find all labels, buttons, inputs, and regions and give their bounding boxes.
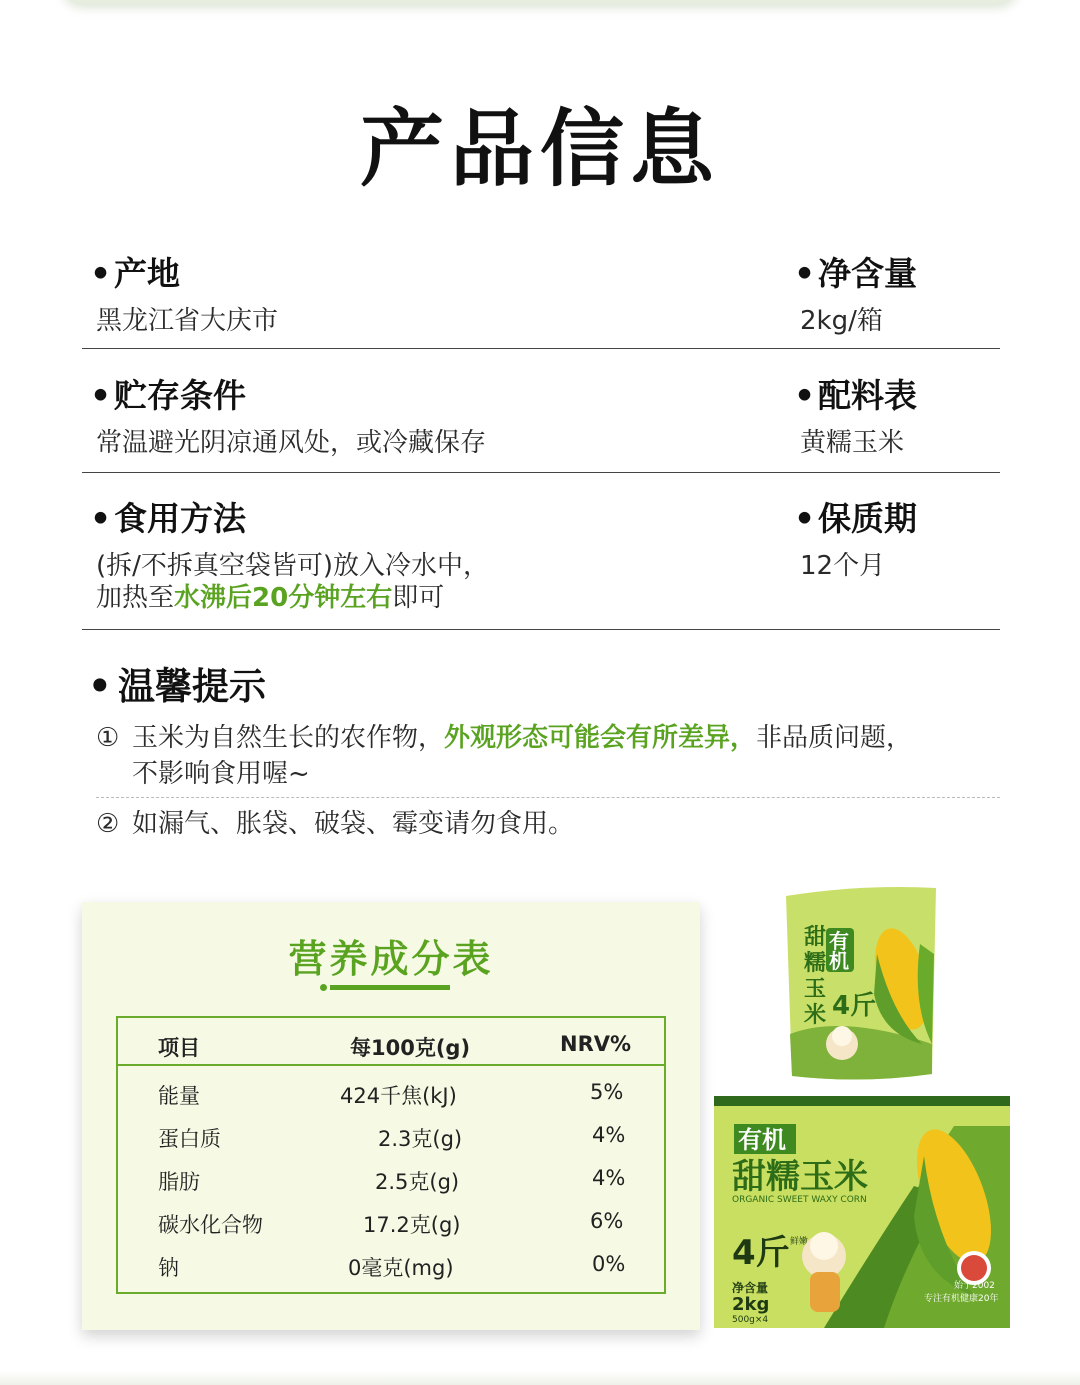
box-slogan: 专注有机健康20年 [924,1294,999,1304]
bullet-icon: • [794,376,816,415]
bullet-icon: • [90,376,112,415]
bag-char-5: 有 [829,929,849,953]
corn-box-image [714,1096,1010,1328]
origin-label: •产地 [90,254,180,293]
info-row-usage [82,493,1000,630]
tip-highlight: 外观形态可能会有所差异， [444,723,757,753]
usage-value [90,550,730,614]
tip-divider [96,797,1000,798]
ingredients-label: •配料表 [794,376,917,415]
info-row-storage [82,370,1000,473]
net-weight-block [794,248,994,337]
net-weight-value: 2kg/箱 [800,306,883,336]
tip-item-1-line-2: 不影响食用喔~ [132,759,310,789]
shelf-life-block [794,493,994,582]
circled-number-1: ① [96,723,120,753]
shelf-life-label: •保质期 [794,499,917,538]
title-underline [330,985,450,990]
nutrition-title: 营养成分表 [288,937,494,981]
origin-value: 黑龙江省大庆市 [96,306,279,336]
page-title: 产品信息 [359,100,720,198]
bullet-icon: • [90,499,112,538]
box-net-sub: 500g×4 [732,1315,769,1325]
ingredients-value: 黄糯玉米 [800,428,905,458]
header-item: 项目 [158,1036,200,1060]
origin-block [90,248,730,337]
usage-highlight: 水沸后20分钟左右 [174,583,393,613]
usage-line-1: (拆/不拆真空袋皆可)放入冷水中， [96,551,490,581]
box-count-tag: 鲜嫩 [790,1237,809,1247]
tips-title: • 温馨提示 [88,665,266,708]
nutrition-table-header [118,1018,664,1066]
box-product-name: 甜糯玉米 [732,1157,868,1197]
corn-bag-image [782,884,942,1084]
box-net-label: 净含量 [732,1281,769,1295]
storage-label: •贮存条件 [90,376,246,415]
box-english-name: ORGANIC SWEET WAXY CORN [732,1195,867,1205]
info-row-origin [82,248,1000,349]
nutrition-table: 项目 每100克(g) NRV% 能量 424千焦(kJ) 5% 蛋白质 2.3克(g) 4% 脂肪 2.5克(g) 4% 碳水化合物 17.2克(g) 6% 钠 0毫克(mg) 0% [116,1016,666,1294]
header-nrv: NRV% [560,1032,632,1056]
bullet-icon: • [88,665,112,708]
bag-count: 4斤 [832,991,877,1021]
storage-value: 常温避光阴凉通风处，或冷藏保存 [96,428,487,458]
bag-char-1: 甜 [804,925,827,950]
bullet-icon: • [90,254,112,293]
nutrition-card [82,902,700,1330]
shelf-life-value: 12个月 [800,551,886,581]
box-since: 始于2002 [954,1281,995,1291]
box-count: 4斤 [732,1233,790,1273]
bullet-icon: • [794,499,816,538]
bag-char-6: 机 [829,949,849,973]
tip-item-2: ② 如漏气、胀袋、破袋、霉变请勿食用。 [96,806,1016,842]
bag-char-4: 米 [804,1003,827,1028]
usage-block [90,493,730,614]
bullet-icon: • [794,254,816,293]
circled-number-2: ② [96,809,120,839]
top-decorative-band [60,0,1020,4]
bag-char-3: 玉 [804,977,827,1002]
storage-block [90,370,730,459]
box-net-value: 2kg [732,1294,770,1315]
bag-char-2: 糯 [804,951,827,976]
tip-item-1: ① 玉米为自然生长的农作物，外观形态可能会有所差异，非品质问题， 不影响食用喔~ [96,720,1016,792]
bottom-decorative-band [0,1371,1080,1385]
box-badge: 有机 [738,1126,786,1154]
usage-line-2: 加热至水沸后20分钟左右即可 [96,583,445,613]
usage-label: •食用方法 [90,499,246,538]
net-weight-label: •净含量 [794,254,917,293]
header-per100g: 每100克(g) [350,1036,471,1060]
ingredients-block [794,370,994,459]
title-dot-decoration [320,984,327,991]
